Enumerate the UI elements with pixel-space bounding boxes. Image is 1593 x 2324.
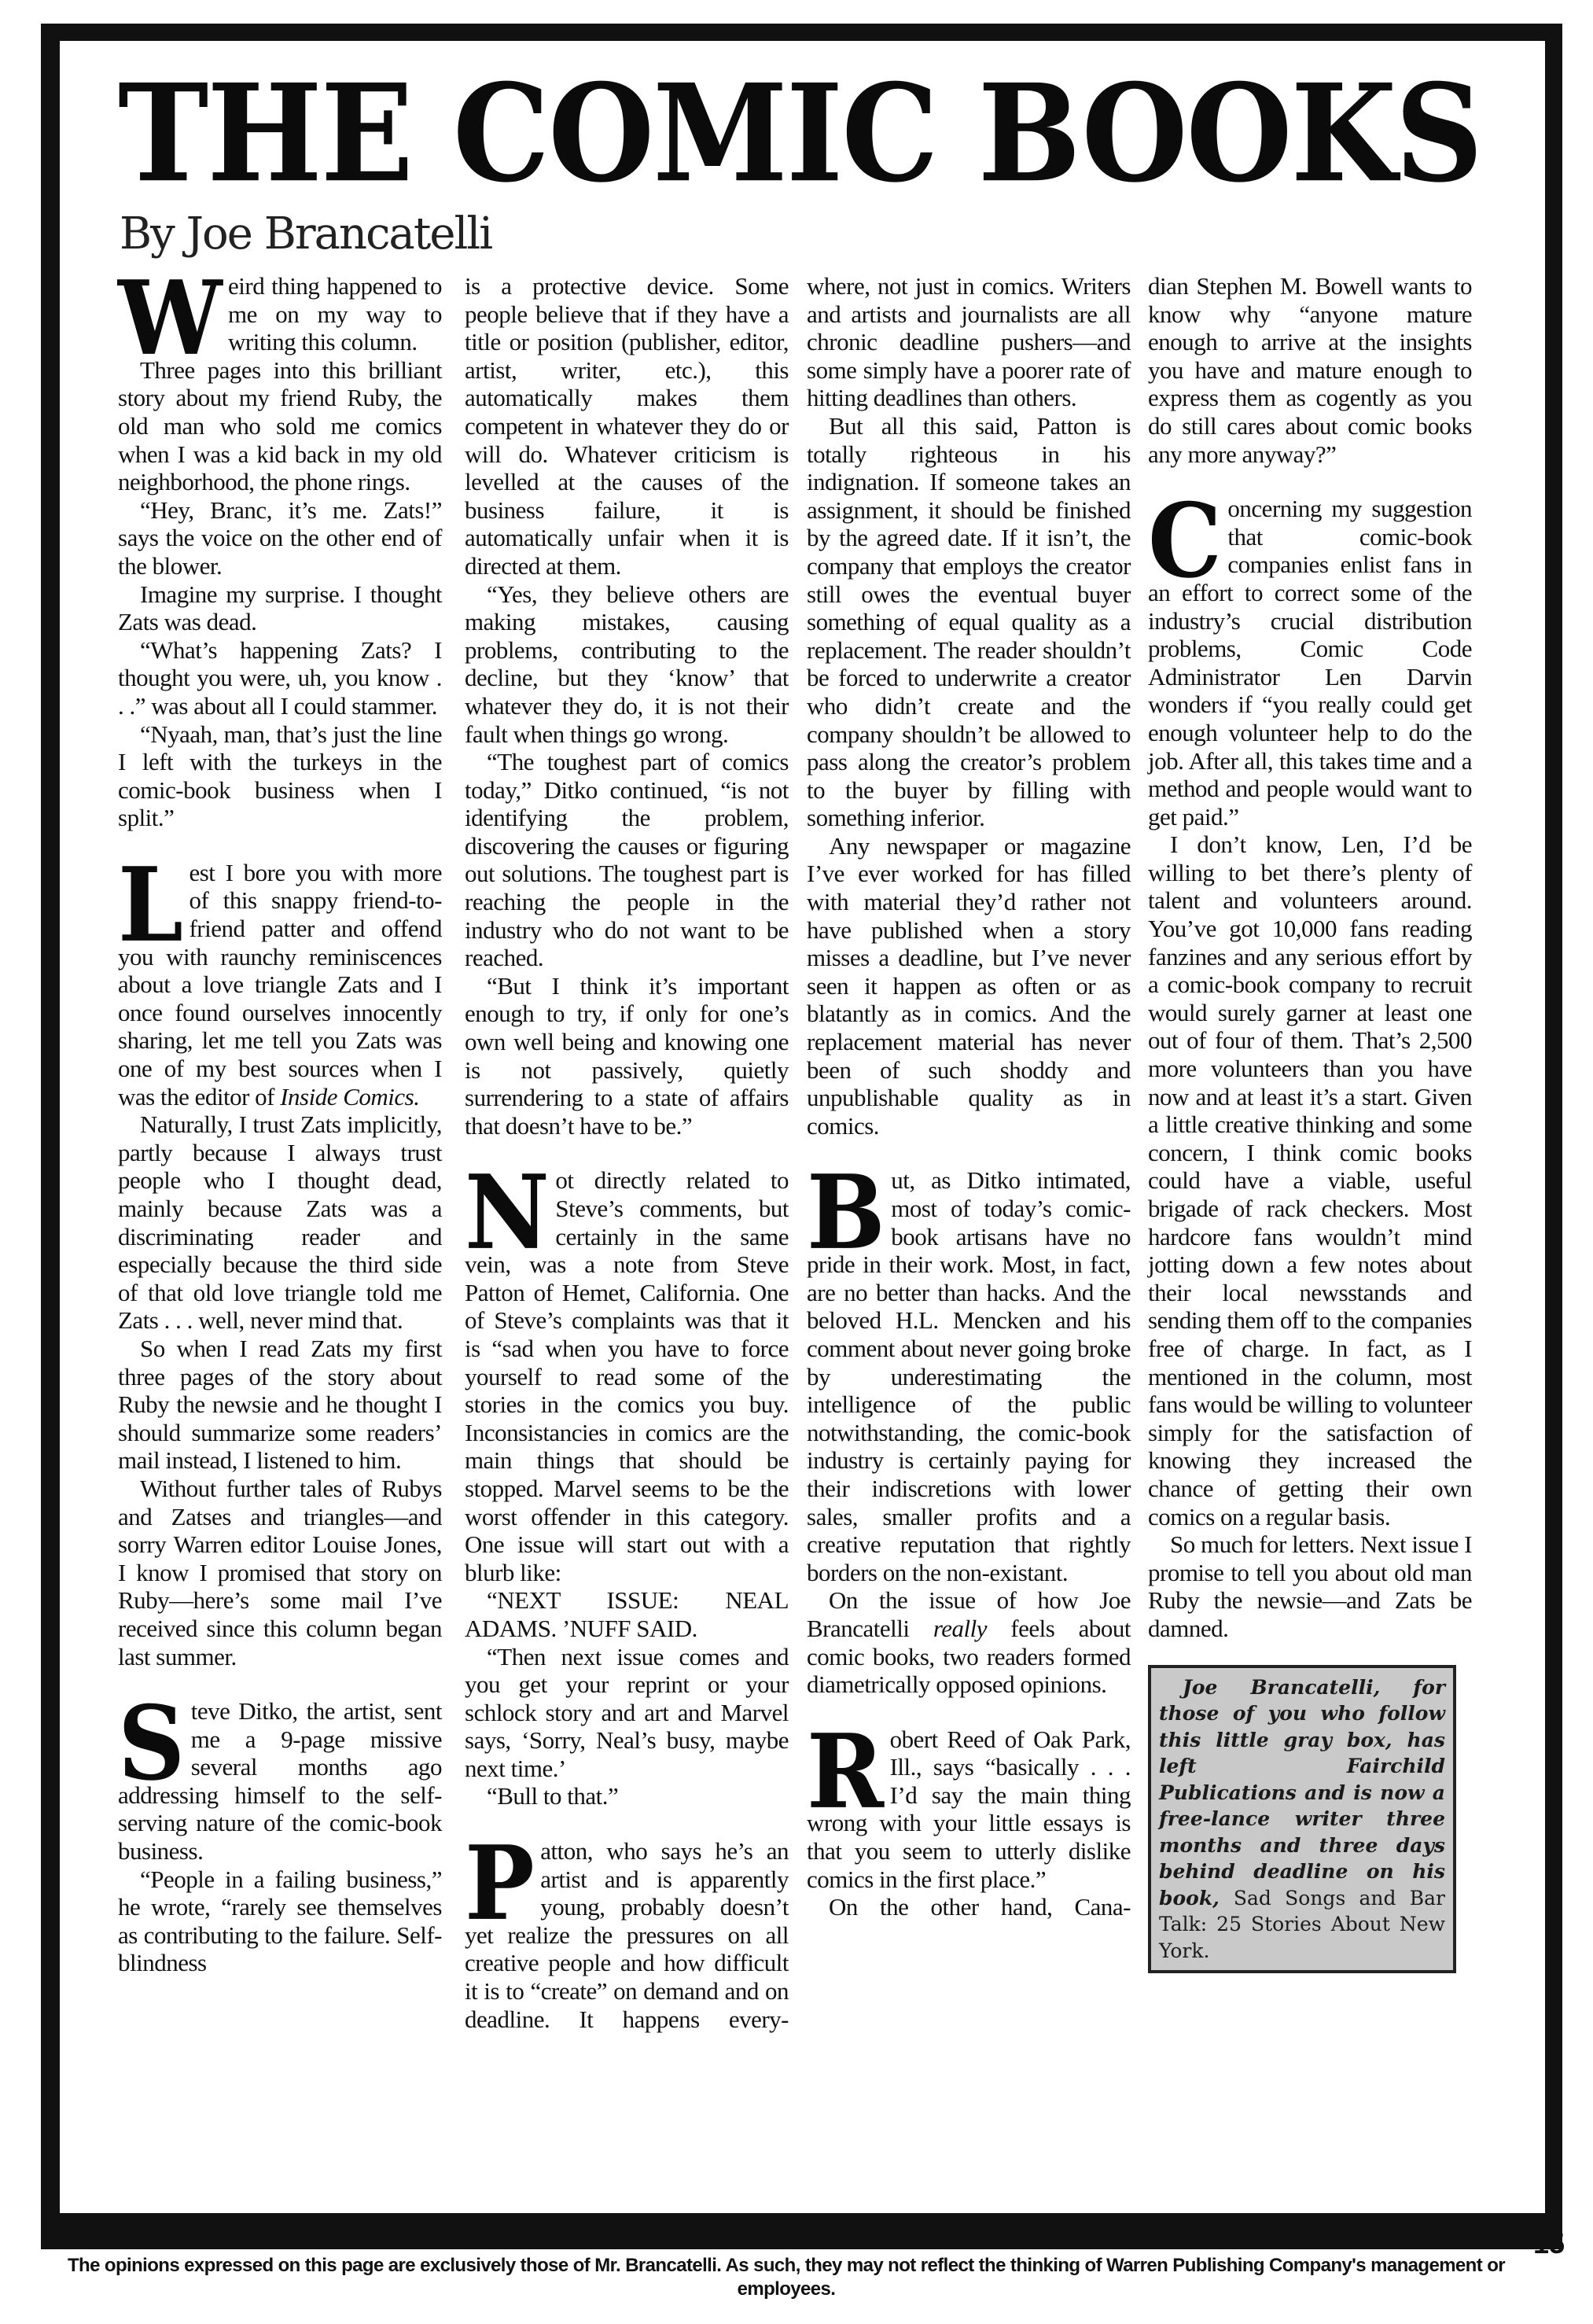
- paragraph-text: “People in a failing business,” he wrote, “rarely see themselves as contributing to the failure. Self-blindness: [118, 1865, 442, 1977]
- drop-cap-letter: P: [465, 1822, 535, 1943]
- paragraph: [465, 972, 789, 1140]
- paragraph-text: atton, who says he’s an artist and is apparently young, probably doesn’t yet realize the pressures on all creative people and how difficult it is to “create” on demand and on deadline. It happens every-: [465, 1837, 789, 2033]
- drop-cap-letter: C: [1148, 480, 1222, 601]
- paragraph: [465, 580, 789, 749]
- paragraph-text: “Bull to that.”: [487, 1782, 619, 1810]
- paragraph-text: But all this said, Patton is totally righteous in his indignation. If someone takes an assignment, it should be finished by the agreed date. If it isn’t, the company that employs the creator still owes the eventual buyer something of equal quality as a replacement. The reader shouldn’t be forced to underwrite a creator who didn’t create and the company shouldn’t be allowed to pass along the creator’s problem to the buyer by filling with something inferior.: [807, 411, 1131, 832]
- paragraph-text: “The toughest part of comics today,” Ditko continued, “is not identifying the problem, discovering the causes or figuring out solutions. The toughest part is reaching the people in the industry who do not want to be reached.: [465, 748, 789, 972]
- paragraph-text: is a protective device. Some people believe that if they have a title or position (publisher, editor, artist, writer, etc.), this automatically makes them competent in whatever they do or will do. Whatever criticism is levelled at the causes of the business failure, it is automatically unfair when it is directed at them.: [465, 272, 789, 580]
- paragraph: [118, 1110, 442, 1335]
- paragraph-text: obert Reed of Oak Park, Ill., says “basically . . . I’d say the main thing wrong with your little essays is that you seem to utterly dislike comics in the first place.”: [807, 1725, 1131, 1893]
- paragraph-with-drop-cap: [118, 844, 442, 1110]
- paragraph-text: “What’s happening Zats? I thought you were, uh, you know . . .” was about all I could stammer.: [118, 635, 442, 720]
- paragraph-text: Three pages into this brilliant story about my friend Ruby, the old man who sold me comics when I was a kid back in my old neighborhood, the phone rings.: [118, 355, 442, 496]
- paragraph-text: So when I read Zats my first three pages of the story about Ruby the newsie and he thought I should summarize some readers’ mail instead, I listened to him.: [118, 1334, 442, 1475]
- paragraph: [465, 1643, 789, 1783]
- paragraph: [807, 272, 1131, 412]
- disclaimer-footer: The opinions expressed on this page are exclusively those of Mr. Brancatelli. As such, they may not reflect the thinking of Warren Publishing Company's management or employees.: [67, 2255, 1506, 2300]
- byline: By Joe Brancatelli: [120, 208, 492, 260]
- paragraph-text: So much for letters. Next issue I promise to tell you about old man Ruby the newsie—and Zats be damned.: [1148, 1530, 1472, 1642]
- paragraph-text: teve Ditko, the artist, sent me a 9-page missive several months ago addressing himself to the self-serving nature of the comic-book business.: [118, 1697, 442, 1865]
- paragraph-text: On the other hand, Cana-: [829, 1893, 1131, 1921]
- italic-text: Inside Comics.: [280, 1082, 420, 1110]
- paragraph-with-drop-cap: [118, 1682, 442, 1865]
- drop-cap-letter: B: [807, 1152, 885, 1273]
- drop-cap-letter: W: [118, 257, 223, 378]
- paragraph-text: where, not just in comics. Writers and artists and journalists are all chronic deadline pushers—and some simply have a poorer rate of hitting deadlines than others.: [807, 272, 1131, 412]
- paragraph-text: Imagine my surprise. I thought Zats was dead.: [118, 580, 442, 636]
- paragraph: [465, 748, 789, 972]
- paragraph-with-drop-cap: [1148, 480, 1472, 831]
- paragraph-text: “Then next issue comes and you get your reprint or your schlock story and art and Marvel says, ‘Sorry, Neal’s busy, maybe next time.’: [465, 1642, 789, 1782]
- paragraph-text: feels about comic books, two readers formed diametrically opposed opinions.: [807, 1614, 1131, 1699]
- paragraph-text: oncerning my suggestion that comic-book companies enlist fans in an effort to correct some of the industry’s crucial distribution problems, Comic Code Administrator Len Darvin wonders if “you really could get enough volunteer help to do the job. After all, this takes time and a method and people would want to get paid.”: [1148, 495, 1472, 831]
- paragraph: [1148, 831, 1472, 1530]
- paragraph: [465, 1586, 789, 1642]
- article-column-1: [118, 257, 442, 1977]
- drop-cap-letter: N: [465, 1152, 550, 1273]
- paragraph-text: ot directly related to Steve’s comments, but certainly in the same vein, was a note from Steve Patton of Hemet, California. One of Steve’s complaints was that it is “sad when you have to force yourself to read some of the stories in the comics you buy. Inconsistancies in comics are the main things that should be stopped. Marvel seems to be the worst offender in this category. One issue will start out with a blurb like:: [465, 1166, 789, 1586]
- paragraph-with-drop-cap: [118, 257, 442, 378]
- paragraph-text: “Nyaah, man, that’s just the line I left with the turkeys in the comic-book business when I split.”: [118, 720, 442, 832]
- paragraph-text: est I bore you with more of this snappy friend-to-friend patter and offend you with raunchy reminiscences about a love triangle Zats and I once found ourselves innocently sharing, let me tell you Zats was one of my best sources when I was the editor of: [118, 858, 442, 1110]
- paragraph: [807, 1586, 1131, 1698]
- paragraph-text: ut, as Ditko intimated, most of today’s comic-book artisans have no pride in their work. Most, in fact, are no better than hacks. And the beloved H.L. Mencken and his comment about never going broke by underestimating the intelligence of the public notwithstanding, the comic-book industry is certainly paying for their indiscretions with lower sales, smaller profits and a creative reputation that rightly borders on the non-existant.: [807, 1166, 1131, 1586]
- paragraph-text: dian Stephen M. Bowell wants to know why “anyone mature enough to arrive at the insights you have and mature enough to express them as cogently as you do still cares about comic books any more anyway?”: [1148, 272, 1472, 468]
- paragraph: [807, 1893, 1131, 1921]
- paragraph: [118, 496, 442, 580]
- bio-text: Joe Brancatelli, for those of you who follow this little gray box, has left Fairchild Publications and is now a free-lance writer three months and three days behind deadline on his book,: [1159, 1675, 1445, 1910]
- paragraph-with-drop-cap: [807, 1152, 1131, 1586]
- paragraph-with-drop-cap: [465, 1822, 789, 2033]
- bio-book-title: Sad Songs and Bar Talk: 25 Stories About New York.: [1159, 1886, 1446, 1962]
- paragraph-with-drop-cap: [807, 1711, 1131, 1894]
- paragraph-text: Without further tales of Rubys and Zatses and triangles—and sorry Warren editor Louise Jones, I know I promised that story on Ruby—here’s some mail I’ve received since this column began last summer.: [118, 1474, 442, 1670]
- paragraph: [118, 580, 442, 636]
- paragraph: [118, 1335, 442, 1475]
- paragraph: [118, 1475, 442, 1670]
- paragraph-text: I don’t know, Len, I’d be willing to bet there’s plenty of talent and volunteers around. You’ve got 10,000 fans reading fanzines and any serious effort by a comic-book company to recruit would surely garner at least one out of four of them. That’s 2,500 more volunteers than you have now and at least it’s a start. Given a little creative thinking and some concern, I think comic books could have a viable, useful brigade of rack checkers. Most hardcore fans wouldn’t mind jotting down a few notes about their local newsstands and sending them off to the companies free of charge. In fact, as I mentioned in the column, most fans would be willing to volunteer simply for the satisfaction of knowing they increased the chance of getting their own comics on a regular basis.: [1148, 831, 1472, 1530]
- paragraph: [465, 1782, 789, 1810]
- paragraph-with-drop-cap: [465, 1152, 789, 1586]
- italic-text: really: [933, 1614, 987, 1642]
- paragraph: [1148, 1530, 1472, 1642]
- drop-cap-letter: R: [807, 1711, 884, 1832]
- author-bio-box: [1148, 1665, 1456, 1974]
- drop-cap-letter: L: [118, 844, 183, 965]
- paragraph: [465, 272, 789, 580]
- page-number: 15: [1533, 2227, 1565, 2260]
- article-column-2: [465, 272, 789, 2033]
- paragraph: [118, 720, 442, 832]
- paragraph: [118, 636, 442, 720]
- paragraph-text: “Hey, Branc, it’s me. Zats!” says the voice on the other end of the blower.: [118, 495, 442, 580]
- article-column-3: [807, 272, 1131, 1921]
- paragraph: [807, 832, 1131, 1140]
- paragraph-text: “Yes, they believe others are making mistakes, causing problems, contributing to the decline, but they ‘know’ that whatever they do, it is not their fault when things go wrong.: [465, 580, 789, 748]
- drop-cap-letter: S: [118, 1682, 185, 1803]
- article-column-4: [1148, 272, 1472, 1973]
- paragraph-text: “But I think it’s important enough to try, if only for one’s own well being and knowing one is not passively, quietly surrendering to a state of affairs that doesn’t have to be.”: [465, 971, 789, 1140]
- paragraph: [1148, 272, 1472, 468]
- paragraph-text: “NEXT ISSUE: NEAL ADAMS. ’NUFF SAID.: [465, 1586, 789, 1642]
- article-title: THE COMIC BOOKS: [118, 53, 1482, 212]
- paragraph-text: Naturally, I trust Zats implicitly, partly because I always trust people who I thought dead, mainly because Zats was a discriminating reader and especially because the third side of that old love triangle told me Zats . . . well, never mind that.: [118, 1110, 442, 1335]
- paragraph-text: On the issue of how Joe Brancatelli: [807, 1586, 1131, 1642]
- paragraph-text: Any newspaper or magazine I’ve ever worked for has filled with material they’d rather not have published when a story misses a deadline, but I’ve never seen it happen as often or as blatantly as in comics. And the replacement material has never been of such shoddy and unpublishable quality as in comics.: [807, 831, 1131, 1140]
- paragraph: [118, 1865, 442, 1977]
- paragraph: [807, 412, 1131, 832]
- paragraph-text: eird thing happened to me on my way to writing this column.: [228, 272, 442, 356]
